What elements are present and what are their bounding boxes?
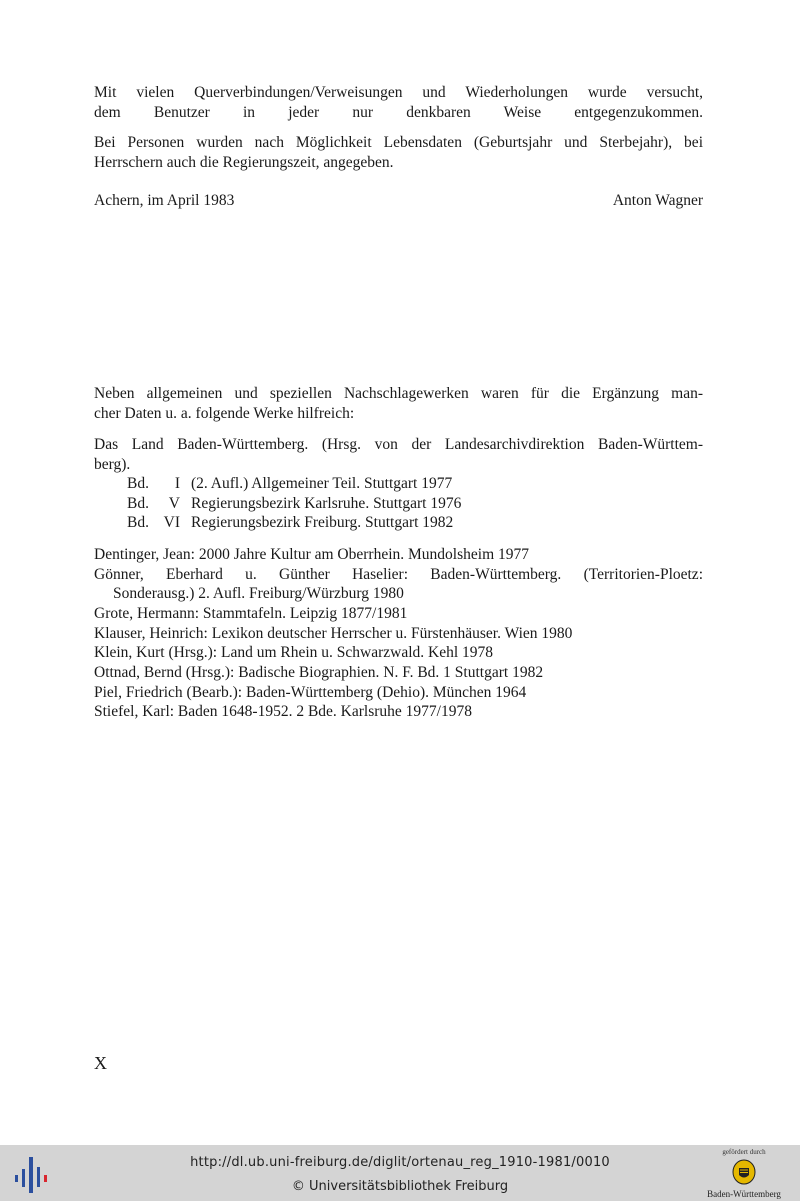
volume-bd: Bd. (127, 495, 149, 512)
sources-intro-line-1: Neben allgemeinen und speziellen Nachschlagewerken waren für die Ergänzung man- (94, 385, 703, 402)
sources-intro-line-2: cher Daten u. a. folgende Werke hilfreich: (94, 404, 355, 422)
preface-paragraph-2-line-1: Bei Personen wurden nach Möglichkeit Lebensdaten (Geburtsjahr und Sterbejahr), bei (94, 134, 703, 151)
place-date: Achern, im April 1983 (94, 192, 235, 209)
reference-item: Stiefel, Karl: Baden 1648-1952. 2 Bde. Karlsruhe 1977/1978 (94, 703, 472, 720)
volume-title: (2. Aufl.) Allgemeiner Teil. Stuttgart 1977 (191, 475, 453, 492)
preface-paragraph-2-line-2: Herrschern auch die Regierungszeit, angegeben. (94, 153, 394, 171)
volume-number: VI (163, 514, 180, 531)
preface-paragraph-2 (94, 133, 703, 172)
sponsor-name: Baden-Württemberg (707, 1189, 781, 1199)
volume-bd: Bd. (127, 514, 149, 531)
volume-number: V (168, 495, 180, 512)
volume-title: Regierungsbezirk Karlsruhe. Stuttgart 1976 (191, 495, 462, 512)
permalink-url[interactable]: http://dl.ub.uni-freiburg.de/diglit/ortenau_reg_1910-1981/0010 (190, 1155, 610, 1170)
volume-number: I (174, 475, 180, 492)
reference-item-line: Gönner, Eberhard u. Günther Haselier: Baden-Württemberg. (Territorien-Ploetz: (94, 566, 703, 583)
reference-item: Ottnad, Bernd (Hrsg.): Badische Biographien. N. F. Bd. 1 Stuttgart 1982 (94, 664, 544, 681)
preface-paragraph-1-line-2: dem Benutzer in jeder nur denkbaren Weise entgegenzukommen. (94, 103, 703, 121)
land-reference-line-2: berg). (94, 455, 131, 473)
reference-item: Klein, Kurt (Hrsg.): Land um Rhein u. Schwarzwald. Kehl 1978 (94, 644, 494, 661)
preface-paragraph-1 (94, 83, 703, 122)
volume-bd: Bd. (127, 475, 149, 492)
reference-item (94, 565, 703, 585)
land-reference-line-1: Das Land Baden-Württemberg. (Hrsg. von der Landesarchivdirektion Baden-Württem- (94, 436, 703, 453)
volume-title: Regierungsbezirk Freiburg. Stuttgart 1982 (191, 514, 454, 531)
reference-item: Grote, Hermann: Stammtafeln. Leipzig 1877/1981 (94, 605, 408, 622)
author-name: Anton Wagner (612, 192, 703, 209)
sponsor-logo (694, 1148, 794, 1200)
sources-intro (94, 384, 703, 423)
copyright-text: © Universitätsbibliothek Freiburg (291, 1179, 509, 1194)
reference-item-continuation: Sonderausg.) 2. Aufl. Freiburg/Würzburg 1980 (113, 585, 404, 602)
coat-of-arms-icon (732, 1159, 756, 1185)
viewer-footer (0, 1145, 800, 1201)
reference-item: Klauser, Heinrich: Lexikon deutscher Herrscher u. Fürstenhäuser. Wien 1980 (94, 625, 573, 642)
sponsor-caption: gefördert durch (722, 1148, 766, 1156)
page-number: X (94, 1053, 107, 1073)
land-reference (94, 435, 703, 474)
preface-paragraph-1-line-1: Mit vielen Querverbindungen/Verweisungen und Wiederholungen wurde versucht, (94, 84, 703, 101)
reference-item: Dentinger, Jean: 2000 Jahre Kultur am Oberrhein. Mundolsheim 1977 (94, 546, 530, 563)
reference-item: Piel, Friedrich (Bearb.): Baden-Württemberg (Dehio). München 1964 (94, 684, 527, 701)
